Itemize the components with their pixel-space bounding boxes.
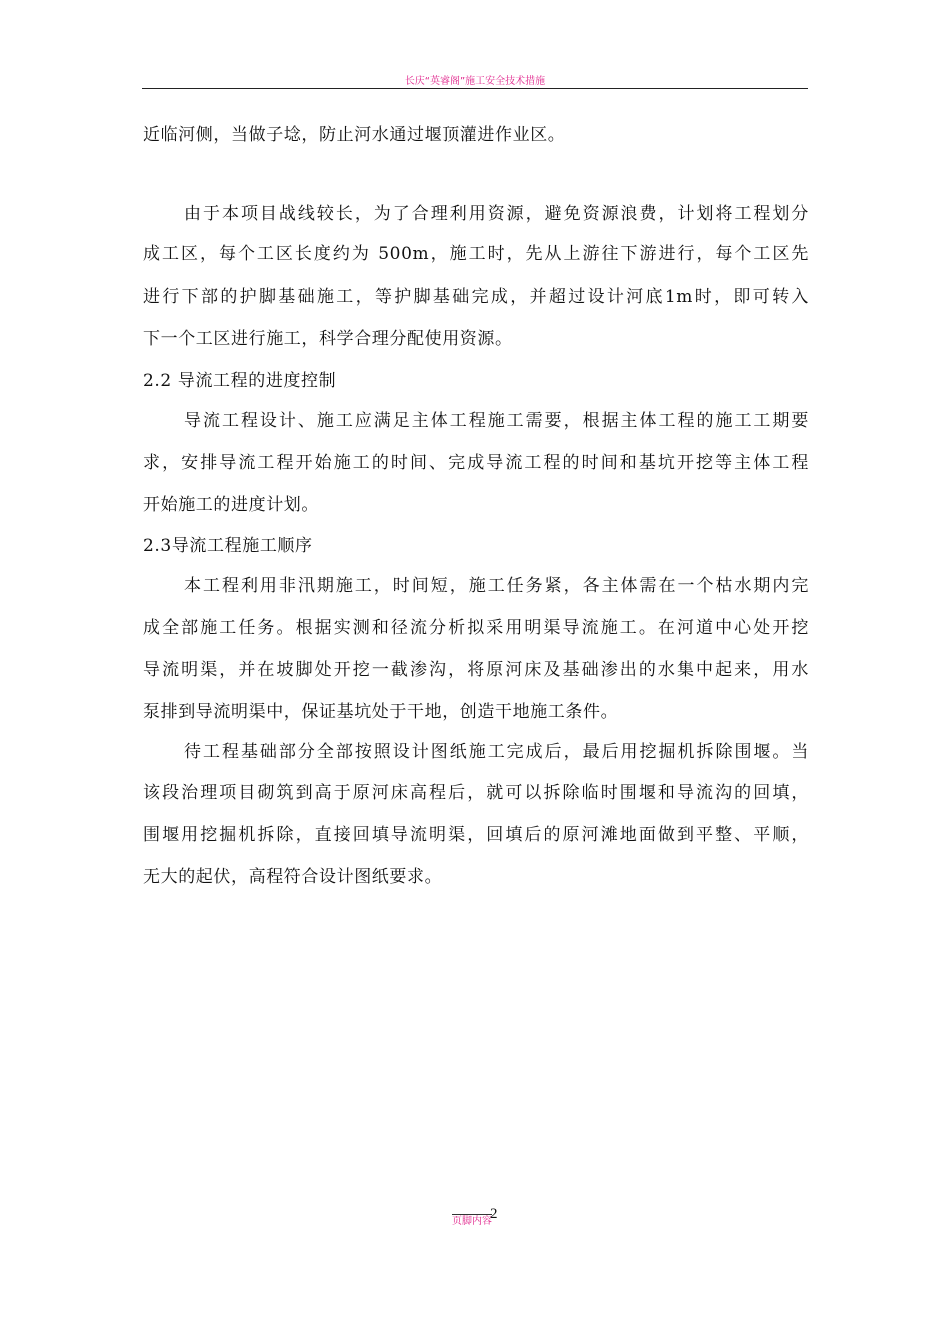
section-heading-2-2: 2.2 导流工程的进度控制 (143, 371, 337, 391)
header-title: 长庆“英睿阁”施工安全技术措施 (404, 76, 546, 87)
paragraph-1-line-4: 下一个工区进行施工，科学合理分配使用资源。 (143, 329, 513, 349)
paragraph-3-line-2: 成全部施工任务。根据实测和径流分析拟采用明渠导流施工。在河道中心处开挖 (143, 618, 809, 638)
paragraph-1-line-2: 成工区，每个工区长度约为 500m，施工时，先从上游往下游进行，每个工区先 (143, 244, 809, 264)
paragraph-3-line-1: 本工程利用非汛期施工，时间短，施工任务紧，各主体需在一个枯水期内完 (184, 576, 809, 596)
paragraph-3-line-3: 导流明渠，并在坡脚处开挖一截渗沟，将原河床及基础渗出的水集中起来，用水 (143, 660, 809, 680)
paragraph-2-line-2: 求，安排导流工程开始施工的时间、完成导流工程的时间和基坑开挖等主体工程 (143, 453, 809, 473)
paragraph-1-line-1: 由于本项目战线较长，为了合理利用资源，避免资源浪费，计划将工程划分 (184, 204, 809, 224)
section-heading-2-3: 2.3导流工程施工顺序 (143, 536, 313, 556)
paragraph-0-line-1: 近临河侧，当做子埝，防止河水通过堰顶灌进作业区。 (143, 125, 566, 145)
header-divider (142, 88, 808, 89)
paragraph-1-line-3: 进行下部的护脚基础施工，等护脚基础完成，并超过设计河底1m时，即可转入 (143, 287, 809, 307)
paragraph-4-line-1: 待工程基础部分全部按照设计图纸施工完成后，最后用挖掘机拆除围堰。当 (184, 742, 809, 762)
footer-label: 页脚内容 (452, 1216, 492, 1227)
paragraph-2-line-3: 开始施工的进度计划。 (143, 495, 319, 515)
paragraph-4-line-3: 围堰用挖掘机拆除，直接回填导流明渠，回填后的原河滩地面做到平整、平顺， (143, 825, 809, 845)
paragraph-4-line-2: 该段治理项目砌筑到高于原河床高程后，就可以拆除临时围堰和导流沟的回填， (143, 783, 809, 803)
paragraph-3-line-4: 泵排到导流明渠中，保证基坑处于干地，创造干地施工条件。 (143, 702, 619, 722)
page-number: 2 (490, 1206, 498, 1222)
paragraph-2-line-1: 导流工程设计、施工应满足主体工程施工需要，根据主体工程的施工工期要 (184, 411, 809, 431)
paragraph-4-line-4: 无大的起伏，高程符合设计图纸要求。 (143, 867, 443, 887)
